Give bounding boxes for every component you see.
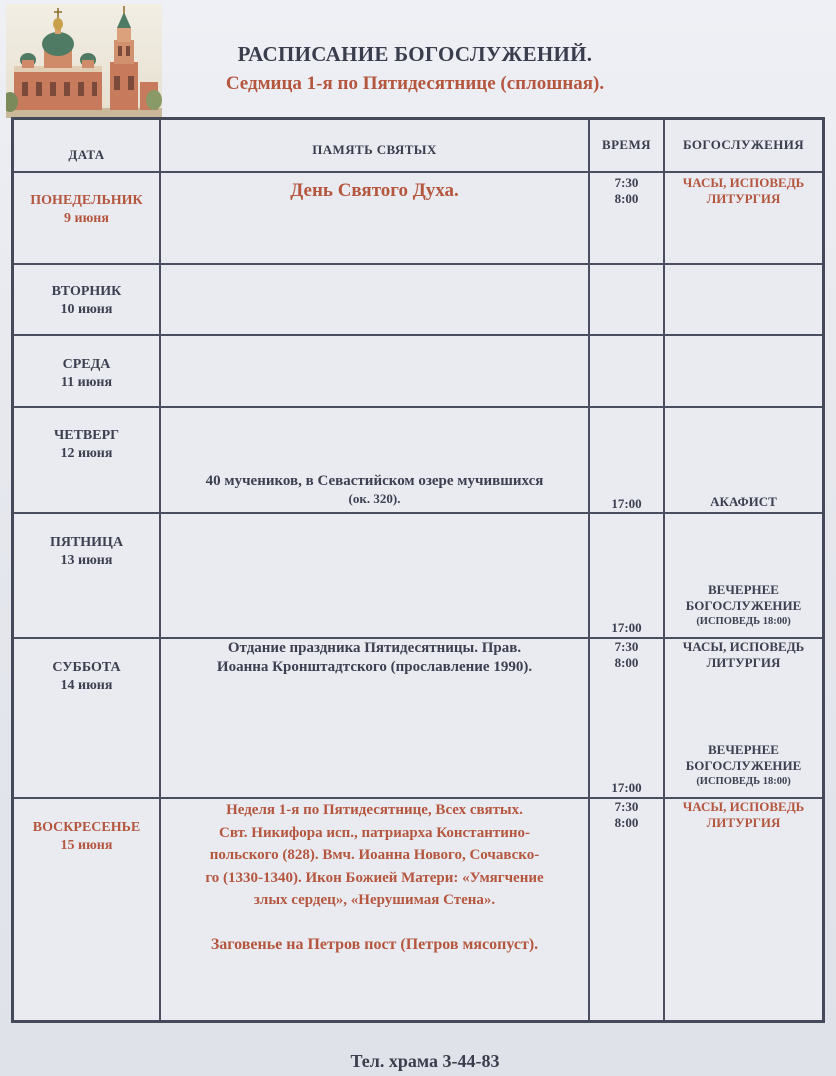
time-value: 8:00 [614, 815, 639, 831]
service-times [590, 639, 663, 672]
day-name: СРЕДА [62, 357, 111, 372]
day-date: 15 июня [60, 837, 113, 853]
memory-line: 40 мучеников, в Севастийском озере мучившихся [205, 473, 544, 489]
church-phone: Тел. храма 3-44-83 [350, 1051, 500, 1071]
table-row-day [14, 534, 159, 569]
day-date: 12 июня [60, 445, 113, 461]
service-name: ЛИТУРГИЯ [706, 655, 781, 671]
time-value: 8:00 [614, 655, 639, 671]
day-date: 11 июня [60, 374, 113, 390]
time-value: 17:00 [611, 780, 642, 795]
feast-title: День Святого Духа. [290, 180, 459, 201]
church-illustration [6, 4, 162, 118]
column-header-date: ДАТА [68, 147, 105, 162]
service-name: ЛИТУРГИЯ [706, 815, 781, 831]
service-name: ЧАСЫ, ИСПОВЕДЬ [682, 639, 805, 654]
memory-line: (ок. 320). [348, 490, 401, 506]
service-list [665, 742, 822, 788]
fast-note: Заговенье на Петров пост (Петров мясопуст). [210, 936, 539, 953]
memory-line: злых сердец», «Нерушимая Стена». [253, 892, 496, 908]
memory-line: польского (828). Вмч. Иоанна Нового, Сочавско- [209, 847, 540, 863]
day-date: 9 июня [64, 210, 109, 226]
service-name: ЧАСЫ, ИСПОВЕДЬ [682, 175, 805, 190]
service-name: БОГОСЛУЖЕНИЕ [685, 598, 802, 614]
saints-memory [161, 799, 588, 912]
service-note: (ИСПОВЕДЬ 18:00) [696, 615, 791, 627]
table-row-day [14, 819, 159, 854]
time-value: 17:00 [611, 620, 642, 635]
service-name: ЛИТУРГИЯ [706, 191, 781, 207]
service-list [665, 175, 822, 208]
time-value: 7:30 [614, 175, 639, 190]
memory-line: Иоанна Кронштадтского (прославление 1990). [216, 658, 533, 675]
memory-line: Свт. Никифора исп., патриарха Константино- [218, 824, 530, 841]
table-row-day [14, 283, 159, 318]
day-name: ВОСКРЕСЕНЬЕ [32, 820, 141, 835]
day-date: 10 июня [60, 301, 113, 317]
service-name: АКАФИСТ [710, 494, 777, 509]
table-row-day [14, 659, 159, 694]
time-value: 8:00 [614, 191, 639, 207]
table-row-day [14, 356, 159, 391]
day-name: ПОНЕДЕЛЬНИК [30, 193, 143, 208]
schedule-table [11, 117, 825, 1023]
column-header-memory: ПАМЯТЬ СВЯТЫХ [312, 142, 437, 157]
day-name: СУББОТА [52, 660, 121, 675]
day-name: ЧЕТВЕРГ [53, 428, 120, 443]
table-row-day [14, 427, 159, 462]
service-list [665, 582, 822, 628]
memory-line: Отдание праздника Пятидесятницы. Прав. [227, 640, 522, 656]
service-name: ЧАСЫ, ИСПОВЕДЬ [682, 799, 805, 814]
day-date: 14 июня [60, 677, 113, 693]
saints-memory [161, 639, 588, 677]
saints-memory [161, 472, 588, 507]
column-header-time: ВРЕМЯ [602, 137, 651, 152]
service-times [590, 799, 663, 832]
time-value: 7:30 [614, 639, 639, 654]
page-subtitle: Седмица 1-я по Пятидесятнице (сплошная). [225, 73, 605, 94]
day-name: ВТОРНИК [51, 284, 122, 299]
service-name: ВЕЧЕРНЕЕ [708, 582, 779, 597]
service-list [665, 799, 822, 832]
table-row-day [14, 192, 159, 227]
day-name: ПЯТНИЦА [49, 535, 124, 550]
column-header-services: БОГОСЛУЖЕНИЯ [682, 137, 805, 152]
time-value: 17:00 [611, 496, 642, 511]
memory-line: го (1330-1340). Икон Божией Матери: «Умягчение [205, 869, 544, 886]
time-value: 7:30 [614, 799, 639, 814]
service-name: БОГОСЛУЖЕНИЕ [685, 758, 802, 774]
service-list [665, 639, 822, 672]
memory-line: Неделя 1-я по Пятидесятнице, Всех святых. [226, 802, 523, 818]
service-times [590, 175, 663, 208]
service-name: ВЕЧЕРНЕЕ [708, 742, 779, 757]
page-title: РАСПИСАНИЕ БОГОСЛУЖЕНИЙ. [237, 42, 593, 66]
day-date: 13 июня [60, 552, 113, 568]
service-note: (ИСПОВЕДЬ 18:00) [696, 775, 791, 787]
